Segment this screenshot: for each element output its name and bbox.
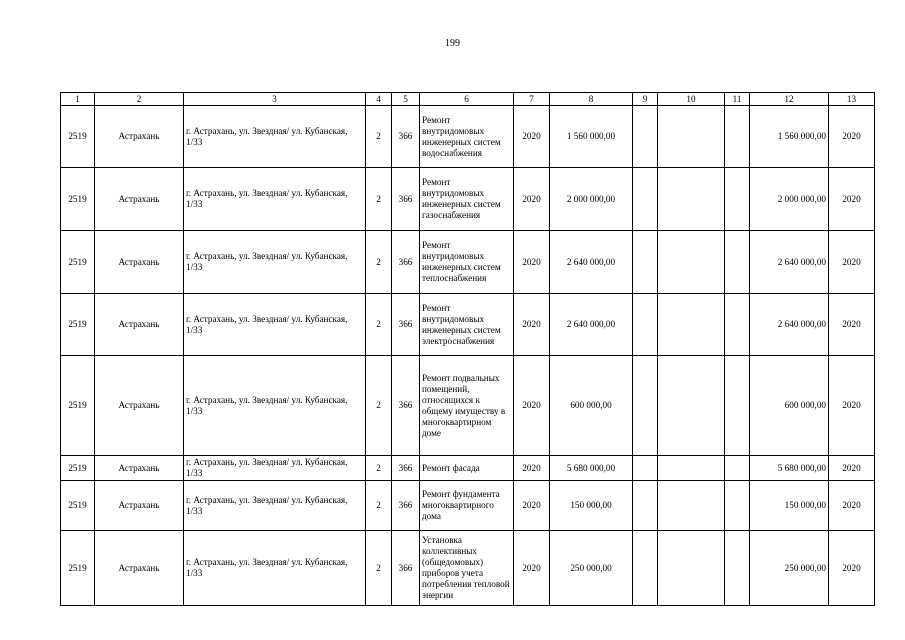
cell-col4: 2 xyxy=(366,356,392,456)
cell-number: 2519 xyxy=(61,531,95,606)
cell-end-year: 2020 xyxy=(829,106,875,168)
header-cell: 8 xyxy=(550,93,633,106)
table-row xyxy=(61,231,875,294)
cell-work-type: Ремонт фундамента многоквартирного дома xyxy=(420,481,514,531)
header-cell: 7 xyxy=(514,93,550,106)
cell-col9 xyxy=(633,531,658,606)
cell-cost: 250 000,00 xyxy=(550,531,633,606)
cell-city: Астрахань xyxy=(95,356,184,456)
cell-address: г. Астрахань, ул. Звездная/ ул. Кубанская, 1/33 xyxy=(184,456,366,481)
cell-work-type: Ремонт внутридомовых инженерных систем водоснабжения xyxy=(420,106,514,168)
cell-col4: 2 xyxy=(366,106,392,168)
header-cell: 1 xyxy=(61,93,95,106)
cell-end-year: 2020 xyxy=(829,456,875,481)
cell-col4: 2 xyxy=(366,168,392,231)
cell-end-year: 2020 xyxy=(829,168,875,231)
cell-year: 2020 xyxy=(514,481,550,531)
cell-end-year: 2020 xyxy=(829,481,875,531)
cell-city: Астрахань xyxy=(95,168,184,231)
cell-col11 xyxy=(725,294,750,356)
cell-address: г. Астрахань, ул. Звездная/ ул. Кубанская, 1/33 xyxy=(184,231,366,294)
table-row xyxy=(61,106,875,168)
cell-work-type: Ремонт внутридомовых инженерных систем электроснабжения xyxy=(420,294,514,356)
cell-total: 150 000,00 xyxy=(750,481,829,531)
cell-year: 2020 xyxy=(514,531,550,606)
cell-cost: 2 640 000,00 xyxy=(550,231,633,294)
cell-cost: 150 000,00 xyxy=(550,481,633,531)
table-body xyxy=(61,106,875,606)
cell-col5: 366 xyxy=(392,106,420,168)
cell-col11 xyxy=(725,231,750,294)
cell-total: 600 000,00 xyxy=(750,356,829,456)
cell-col11 xyxy=(725,168,750,231)
cell-address: г. Астрахань, ул. Звездная/ ул. Кубанская, 1/33 xyxy=(184,294,366,356)
header-cell: 5 xyxy=(392,93,420,106)
cell-number: 2519 xyxy=(61,168,95,231)
cell-total: 2 640 000,00 xyxy=(750,294,829,356)
cell-number: 2519 xyxy=(61,106,95,168)
table-row xyxy=(61,481,875,531)
cell-col5: 366 xyxy=(392,531,420,606)
cell-col9 xyxy=(633,231,658,294)
cell-col10 xyxy=(658,531,725,606)
cell-col9 xyxy=(633,456,658,481)
cell-work-type: Ремонт внутридомовых инженерных систем газоснабжения xyxy=(420,168,514,231)
cell-col10 xyxy=(658,356,725,456)
cell-col9 xyxy=(633,106,658,168)
cell-year: 2020 xyxy=(514,294,550,356)
cell-end-year: 2020 xyxy=(829,294,875,356)
table-row xyxy=(61,456,875,481)
cell-cost: 600 000,00 xyxy=(550,356,633,456)
cell-year: 2020 xyxy=(514,356,550,456)
cell-col11 xyxy=(725,481,750,531)
cell-cost: 2 640 000,00 xyxy=(550,294,633,356)
cell-year: 2020 xyxy=(514,106,550,168)
cell-col5: 366 xyxy=(392,294,420,356)
cell-work-type: Ремонт внутридомовых инженерных систем теплоснабжения xyxy=(420,231,514,294)
cell-number: 2519 xyxy=(61,294,95,356)
registry-table xyxy=(60,92,875,606)
header-cell: 3 xyxy=(184,93,366,106)
table-row xyxy=(61,356,875,456)
cell-year: 2020 xyxy=(514,231,550,294)
cell-city: Астрахань xyxy=(95,456,184,481)
header-cell: 10 xyxy=(658,93,725,106)
cell-address: г. Астрахань, ул. Звездная/ ул. Кубанская, 1/33 xyxy=(184,531,366,606)
cell-col4: 2 xyxy=(366,231,392,294)
cell-col10 xyxy=(658,294,725,356)
cell-col5: 366 xyxy=(392,356,420,456)
cell-col10 xyxy=(658,106,725,168)
header-cell: 13 xyxy=(829,93,875,106)
cell-col11 xyxy=(725,456,750,481)
cell-end-year: 2020 xyxy=(829,356,875,456)
cell-col10 xyxy=(658,168,725,231)
cell-col4: 2 xyxy=(366,531,392,606)
cell-col10 xyxy=(658,231,725,294)
cell-number: 2519 xyxy=(61,231,95,294)
cell-col9 xyxy=(633,481,658,531)
cell-year: 2020 xyxy=(514,456,550,481)
cell-total: 1 560 000,00 xyxy=(750,106,829,168)
cell-end-year: 2020 xyxy=(829,231,875,294)
cell-col4: 2 xyxy=(366,481,392,531)
cell-col5: 366 xyxy=(392,481,420,531)
cell-col4: 2 xyxy=(366,456,392,481)
cell-number: 2519 xyxy=(61,481,95,531)
header-cell: 6 xyxy=(420,93,514,106)
cell-city: Астрахань xyxy=(95,294,184,356)
cell-city: Астрахань xyxy=(95,231,184,294)
cell-total: 2 640 000,00 xyxy=(750,231,829,294)
cell-year: 2020 xyxy=(514,168,550,231)
table-row xyxy=(61,294,875,356)
cell-number: 2519 xyxy=(61,356,95,456)
header-cell: 12 xyxy=(750,93,829,106)
cell-col9 xyxy=(633,356,658,456)
cell-address: г. Астрахань, ул. Звездная/ ул. Кубанская, 1/33 xyxy=(184,356,366,456)
cell-end-year: 2020 xyxy=(829,531,875,606)
cell-total: 2 000 000,00 xyxy=(750,168,829,231)
cell-col4: 2 xyxy=(366,294,392,356)
table-row xyxy=(61,168,875,231)
cell-total: 5 680 000,00 xyxy=(750,456,829,481)
cell-address: г. Астрахань, ул. Звездная/ ул. Кубанская, 1/33 xyxy=(184,168,366,231)
cell-col11 xyxy=(725,531,750,606)
table-row xyxy=(61,531,875,606)
cell-city: Астрахань xyxy=(95,106,184,168)
cell-city: Астрахань xyxy=(95,481,184,531)
cell-address: г. Астрахань, ул. Звездная/ ул. Кубанская, 1/33 xyxy=(184,106,366,168)
cell-address: г. Астрахань, ул. Звездная/ ул. Кубанская, 1/33 xyxy=(184,481,366,531)
cell-cost: 5 680 000,00 xyxy=(550,456,633,481)
cell-col5: 366 xyxy=(392,168,420,231)
cell-col11 xyxy=(725,356,750,456)
cell-col9 xyxy=(633,294,658,356)
cell-number: 2519 xyxy=(61,456,95,481)
cell-cost: 1 560 000,00 xyxy=(550,106,633,168)
cell-work-type: Ремонт фасада xyxy=(420,456,514,481)
cell-col10 xyxy=(658,456,725,481)
page-number: 199 xyxy=(445,38,460,49)
cell-work-type: Ремонт подвальных помещений, относящихся к общему имуществу в многоквартирном доме xyxy=(420,356,514,456)
cell-total: 250 000,00 xyxy=(750,531,829,606)
table-header xyxy=(61,93,875,106)
cell-col5: 366 xyxy=(392,456,420,481)
header-cell: 11 xyxy=(725,93,750,106)
cell-city: Астрахань xyxy=(95,531,184,606)
cell-cost: 2 000 000,00 xyxy=(550,168,633,231)
header-cell: 9 xyxy=(633,93,658,106)
cell-col11 xyxy=(725,106,750,168)
cell-col10 xyxy=(658,481,725,531)
header-cell: 4 xyxy=(366,93,392,106)
header-cell: 2 xyxy=(95,93,184,106)
cell-col5: 366 xyxy=(392,231,420,294)
cell-work-type: Установка коллективных (общедомовых) приборов учета потребления тепловой энергии xyxy=(420,531,514,606)
cell-col9 xyxy=(633,168,658,231)
